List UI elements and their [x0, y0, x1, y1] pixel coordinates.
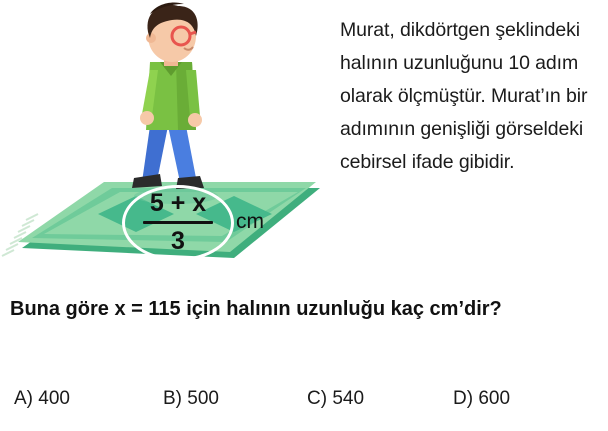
boy-front-hand	[188, 113, 202, 127]
option-d[interactable]: D) 600	[453, 388, 511, 409]
fraction-numerator: 5 + x	[149, 189, 207, 217]
option-c[interactable]: C) 540	[307, 388, 365, 409]
option-a[interactable]: A) 400	[14, 388, 70, 409]
fraction-label	[122, 185, 234, 261]
boy-figure	[132, 2, 204, 189]
question-paragraph: Murat, dikdörtgen şeklindeki halının uzunluğunu 10 adım olarak ölçmüştür. Murat’ın bir adımının genişliği görseldeki cebirsel ifade gibidir.	[340, 19, 588, 173]
answer-options	[10, 388, 600, 418]
boy-ear	[146, 33, 156, 43]
fraction-unit: cm	[236, 210, 264, 233]
illustration	[0, 0, 330, 288]
question-prompt: Buna göre x = 115 için halının uzunluğu kaç cm’dir?	[10, 298, 502, 320]
boy-front-leg	[168, 126, 196, 182]
option-b[interactable]: B) 500	[163, 388, 219, 409]
boy-back-leg	[142, 126, 168, 182]
fraction-bar	[143, 221, 213, 224]
fraction-denominator: 3	[171, 227, 185, 255]
fraction-content	[122, 189, 234, 255]
boy-back-hand	[140, 111, 154, 125]
boy-glasses-temple	[190, 32, 196, 34]
